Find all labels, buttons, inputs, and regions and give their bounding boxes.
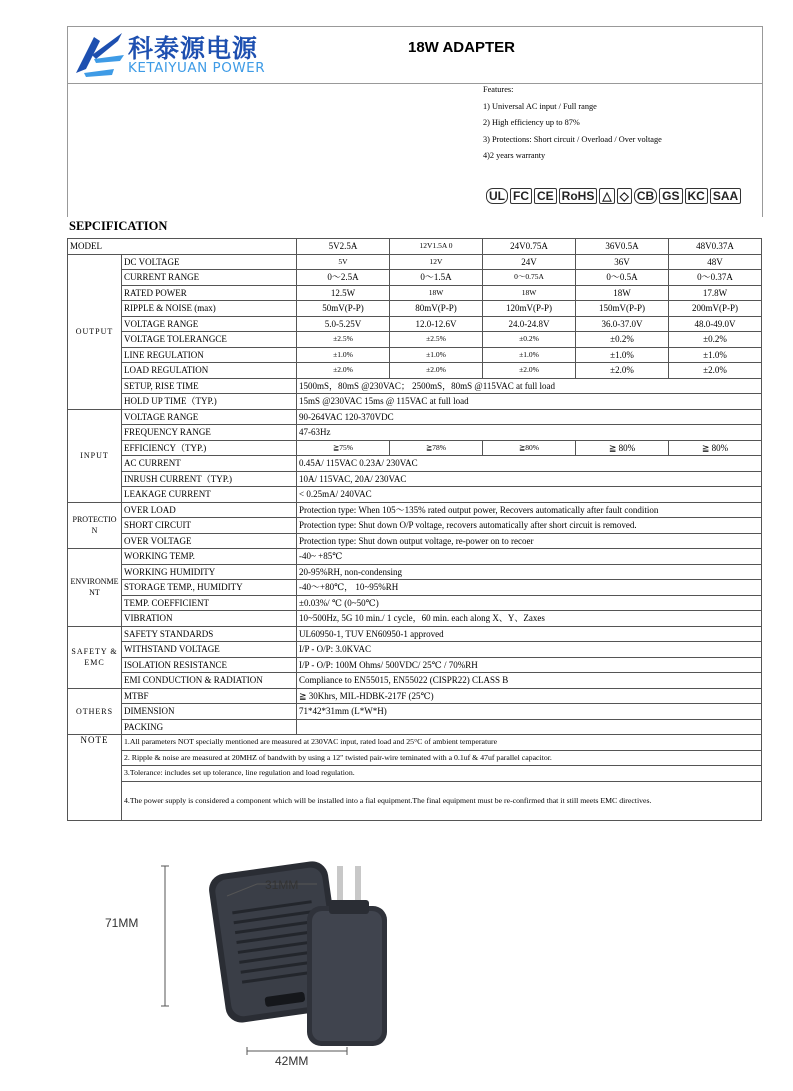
model-name: 12V1.5A 0 (390, 239, 483, 255)
table-row (68, 301, 762, 317)
rohs-mark-icon: RoHS (559, 188, 598, 204)
depth-dimension-label: 31MM (265, 878, 299, 892)
model-name: 36V0.5A (576, 239, 669, 255)
logo-mark-icon (70, 29, 128, 79)
input-group-label: INPUT (68, 409, 122, 502)
cell-value: ±2.0% (576, 363, 669, 379)
cell-value: 50mV(P-P) (297, 301, 390, 317)
cell-value: 20-95%RH, non-condensing (297, 564, 762, 580)
table-row (68, 409, 762, 425)
cell-value: ±1.0% (297, 347, 390, 363)
cell-value: 0～0.37A (669, 270, 762, 286)
table-row (68, 270, 762, 286)
cell-value: ±0.03%/ ℃ (0~50℃) (297, 595, 762, 611)
table-row (68, 518, 762, 534)
table-row (68, 673, 762, 689)
others-group-label: OTHERS (68, 688, 122, 735)
note-item: 2. Ripple & noise are measured at 20MHZ of bandwith by using a 12" twisted pair-wire teminated with a 0.1uf & 47uf parallel capacitor. (122, 750, 762, 766)
cell-value: 48V (669, 254, 762, 270)
table-row (68, 285, 762, 301)
row-label: LEAKAGE CURRENT (122, 487, 297, 503)
row-label: DIMENSION (122, 704, 297, 720)
cell-value: 5.0-5.25V (297, 316, 390, 332)
cell-value: ±1.0% (390, 347, 483, 363)
features-heading: Features: (483, 85, 514, 94)
height-dimension-label: 71MM (105, 916, 139, 930)
protection-group-label: PROTECTION (68, 502, 122, 549)
cell-value: 0～0.75A (483, 270, 576, 286)
cell-value: -40～+80℃， 10~95%RH (297, 580, 762, 596)
table-row (68, 626, 762, 642)
cell-value: ≧78% (390, 440, 483, 456)
row-label: OVER LOAD (122, 502, 297, 518)
cell-value: Compliance to EN55015, EN55022 (CISPR22) CLASS B (297, 673, 762, 689)
row-label: SETUP, RISE TIME (122, 378, 297, 394)
logo-english-name: KETAIYUAN POWER (128, 60, 266, 76)
cell-value: ±2.0% (390, 363, 483, 379)
table-row (68, 719, 762, 735)
cell-value: 5V (297, 254, 390, 270)
cell-value: 150mV(P-P) (576, 301, 669, 317)
row-label: SAFETY STANDARDS (122, 626, 297, 642)
cell-value: ≧ 80% (669, 440, 762, 456)
row-label: LOAD REGULATION (122, 363, 297, 379)
cell-value: 24V (483, 254, 576, 270)
cell-value: I/P - O/P: 3.0KVAC (297, 642, 762, 658)
cell-value: ±2.5% (390, 332, 483, 348)
feature-item: 4)2 years warranty (483, 151, 546, 160)
cell-value: 200mV(P-P) (669, 301, 762, 317)
cell-value: 17.8W (669, 285, 762, 301)
row-label: VOLTAGE RANGE (122, 316, 297, 332)
table-row (68, 595, 762, 611)
triangle-mark-icon: △ (599, 188, 614, 204)
gs-mark-icon: GS (659, 188, 682, 204)
row-label: STORAGE TEMP., HUMIDITY (122, 580, 297, 596)
cell-value: 1500mS，80mS @230VAC； 2500mS，80mS @115VAC at full load (297, 378, 762, 394)
row-label: VIBRATION (122, 611, 297, 627)
cell-value: ±1.0% (669, 347, 762, 363)
note-group-label: NOTE (68, 735, 122, 821)
ul-mark-icon: UL (486, 188, 508, 204)
ce-mark-icon: CE (534, 188, 557, 204)
table-row (68, 239, 762, 255)
row-label: OVER VOLTAGE (122, 533, 297, 549)
row-label: SHORT CIRCUIT (122, 518, 297, 534)
cell-value: 47-63Hz (297, 425, 762, 441)
table-row (68, 611, 762, 627)
cell-value: 0.45A/ 115VAC 0.23A/ 230VAC (297, 456, 762, 472)
cell-value: 0～0.5A (576, 270, 669, 286)
row-label: RATED POWER (122, 285, 297, 301)
table-row (68, 332, 762, 348)
fcc-mark-icon: FC (510, 188, 532, 204)
features-list (483, 82, 662, 165)
cell-value: 71*42*31mm (L*W*H) (297, 704, 762, 720)
table-row (68, 766, 762, 782)
adapter-illustration (67, 836, 761, 1069)
cell-value: 120mV(P-P) (483, 301, 576, 317)
cell-value: ±2.0% (669, 363, 762, 379)
row-label: VOLTAGE TOLERANGCE (122, 332, 297, 348)
table-row (68, 704, 762, 720)
cell-value: 18W (576, 285, 669, 301)
table-row (68, 394, 762, 410)
row-label: WORKING HUMIDITY (122, 564, 297, 580)
cell-value: ±2.0% (297, 363, 390, 379)
table-row (68, 363, 762, 379)
feature-item: 3) Protections: Short circuit / Overload / Over voltage (483, 134, 662, 144)
table-row (68, 781, 762, 820)
company-logo (68, 29, 308, 79)
page-title: 18W ADAPTER (408, 39, 515, 56)
row-label: FREQUENCY RANGE (122, 425, 297, 441)
table-row (68, 750, 762, 766)
model-label: MODEL (68, 239, 297, 255)
cell-value: ±1.0% (483, 347, 576, 363)
cell-value: 18W (483, 285, 576, 301)
logo-chinese-name: 科泰源电源 (128, 34, 259, 63)
cell-value: ≧ 80% (576, 440, 669, 456)
model-name: 5V2.5A (297, 239, 390, 255)
feature-item: 1) Universal AC input / Full range (483, 101, 597, 111)
cell-value: ±2.0% (483, 363, 576, 379)
table-row (68, 487, 762, 503)
row-label: INRUSH CURRENT（TYP.) (122, 471, 297, 487)
features-panel (67, 82, 763, 217)
cb-mark-icon: CB (634, 188, 657, 204)
table-row (68, 456, 762, 472)
row-label: WORKING TEMP. (122, 549, 297, 565)
cell-value: 0～1.5A (390, 270, 483, 286)
cell-value: I/P - O/P: 100M Ohms/ 500VDC/ 25℃ / 70%RH (297, 657, 762, 673)
output-group-label: OUTPUT (68, 254, 122, 409)
cell-value: 80mV(P-P) (390, 301, 483, 317)
cell-value: ±1.0% (576, 347, 669, 363)
model-name: 24V0.75A (483, 239, 576, 255)
note-item: 4.The power supply is considered a component which will be installed into a fial equipment.The final equipment must be re-confirmed that it still meets EMC directives. (122, 781, 762, 820)
cell-value: ±2.5% (297, 332, 390, 348)
cell-value: 36.0-37.0V (576, 316, 669, 332)
specification-title: SEPCIFICATION (69, 219, 168, 233)
cell-value: 18W (390, 285, 483, 301)
row-label: EFFICIENCY（TYP.) (122, 440, 297, 456)
cell-value: 12.5W (297, 285, 390, 301)
row-label: RIPPLE & NOISE (max) (122, 301, 297, 317)
product-photo (67, 836, 761, 1069)
cell-value: ≧75% (297, 440, 390, 456)
row-label: MTBF (122, 688, 297, 704)
cell-value: ±0.2% (576, 332, 669, 348)
row-label: AC CURRENT (122, 456, 297, 472)
table-row (68, 580, 762, 596)
width-dimension-label: 42MM (275, 1054, 309, 1068)
cell-value: -40~ +85℃ (297, 549, 762, 565)
cell-value: Protection type: Shut down output voltage, re-power on to recoer (297, 533, 762, 549)
cell-value: 90-264VAC 120-370VDC (297, 409, 762, 425)
row-label: CURRENT RANGE (122, 270, 297, 286)
table-row (68, 533, 762, 549)
table-row (68, 316, 762, 332)
cell-value: ±0.2% (669, 332, 762, 348)
row-label: WITHSTAND VOLTAGE (122, 642, 297, 658)
table-row (68, 347, 762, 363)
cell-value: Protection type: Shut down O/P voltage, recovers automatically after short circuit is removed. (297, 518, 762, 534)
cell-value: Protection type: When 105～135% rated output power, Recovers automatically after fault condition (297, 502, 762, 518)
cell-value: 0～2.5A (297, 270, 390, 286)
cell-value: 36V (576, 254, 669, 270)
saa-mark-icon: SAA (710, 188, 741, 204)
row-label: DC VOLTAGE (122, 254, 297, 270)
table-row (68, 425, 762, 441)
cell-value: 12V (390, 254, 483, 270)
row-label: HOLD UP TIME（TYP.) (122, 394, 297, 410)
table-row (68, 549, 762, 565)
cell-value: < 0.25mA/ 240VAC (297, 487, 762, 503)
row-label: PACKING (122, 719, 297, 735)
table-row (68, 471, 762, 487)
table-row (68, 254, 762, 270)
table-row (68, 657, 762, 673)
header (67, 26, 763, 84)
row-label: LINE REGULATION (122, 347, 297, 363)
cell-value: 10~500Hz, 5G 10 min./ 1 cycle，60 min. each along X、Y、Zaxes (297, 611, 762, 627)
safety-group-label: SAFETY & EMC (68, 626, 122, 688)
cell-value: 24.0-24.8V (483, 316, 576, 332)
cell-value: ≧80% (483, 440, 576, 456)
diamond-mark-icon: ◇ (617, 188, 632, 204)
cell-value (297, 719, 762, 735)
note-item: 3.Tolerance: includes set up tolerance, line regulation and load regulation. (122, 766, 762, 782)
kc-mark-icon: KC (685, 188, 708, 204)
table-row (68, 564, 762, 580)
table-row (68, 735, 762, 751)
cell-value: 48.0-49.0V (669, 316, 762, 332)
environment-group-label: ENVIRONMENT (68, 549, 122, 627)
cell-value: 15mS @230VAC 15ms @ 115VAC at full load (297, 394, 762, 410)
row-label: EMI CONDUCTION & RADIATION (122, 673, 297, 689)
cell-value: 12.0-12.6V (390, 316, 483, 332)
cell-value: ±0.2% (483, 332, 576, 348)
specification-table (67, 238, 762, 821)
row-label: VOLTAGE RANGE (122, 409, 297, 425)
cell-value: UL60950-1, TUV EN60950-1 approved (297, 626, 762, 642)
certification-marks (486, 188, 741, 204)
cell-value: 10A/ 115VAC, 20A/ 230VAC (297, 471, 762, 487)
table-row (68, 440, 762, 456)
cell-value: ≧ 30Khrs, MIL-HDBK-217F (25℃) (297, 688, 762, 704)
feature-item: 2) High efficiency up to 87% (483, 118, 580, 127)
table-row (68, 502, 762, 518)
row-label: ISOLATION RESISTANCE (122, 657, 297, 673)
table-row (68, 642, 762, 658)
model-name: 48V0.37A (669, 239, 762, 255)
table-row (68, 378, 762, 394)
table-row (68, 688, 762, 704)
note-item: 1.All parameters NOT specially mentioned are measured at 230VAC input, rated load and 25°C of ambient temperature (122, 735, 762, 751)
row-label: TEMP. COEFFICIENT (122, 595, 297, 611)
